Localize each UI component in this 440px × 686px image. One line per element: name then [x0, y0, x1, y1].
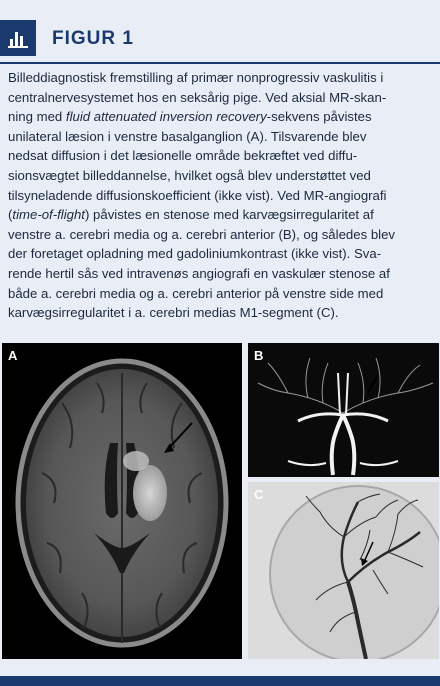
bar-chart-icon	[0, 20, 36, 56]
caption-line: både a. cerebri media og a. cerebri anterior på venstre side med	[8, 285, 384, 301]
mr-angiography-drawing	[248, 343, 439, 477]
caption-line: sionsvægtet billeddannelse, hvilket også blev understøttet ved	[8, 167, 371, 183]
caption-line: karvægsirregularitet i a. cerebri medias M1-segment (C).	[8, 305, 339, 321]
caption-text: -sekvens påvistes	[266, 109, 372, 125]
panel-label-c: C	[254, 487, 264, 502]
figure-header	[0, 0, 440, 62]
caption-italic-term: time-of-flight	[12, 207, 85, 223]
footer-rule	[0, 676, 440, 686]
mr-angiography-image	[248, 343, 439, 477]
caption-line: Billeddiagnostisk fremstilling af primær nonprogressiv vaskulitis i	[8, 70, 384, 85]
caption-line	[8, 205, 434, 225]
caption-line: venstre a. cerebri media og a. cerebri anterior (B), og således blev	[8, 226, 396, 242]
panel-label-a: A	[8, 348, 18, 363]
caption-line	[8, 107, 434, 127]
caption-line: der foretaget opladning med gadoliniumkontrast (ikke vist). Sva-	[8, 246, 382, 262]
angiography-image	[248, 482, 439, 659]
caption-line: nedsat diffusion i det læsionelle område bekræftet ved diffu-	[8, 148, 358, 164]
caption-italic-term: fluid attenuated inversion recovery	[65, 109, 267, 125]
figure-caption	[8, 68, 434, 323]
header-divider	[0, 62, 440, 64]
caption-line: unilateral læsion i venstre basalganglion (A). Tilsvarende blev	[8, 128, 367, 144]
caption-text: (	[8, 207, 13, 223]
mri-axial-image	[2, 343, 242, 659]
caption-text: ) påvistes en stenose med karvægsirregularitet af	[84, 207, 374, 223]
caption-line: tilsyneladende diffusionskoefficient (ikke vist). Ved MR-angiografi	[8, 187, 387, 203]
figure-title: FIGUR 1	[52, 28, 134, 49]
angiography-drawing	[248, 482, 439, 659]
caption-line: rende hertil sås ved intravenøs angiografi en vaskulær stenose af	[8, 265, 390, 281]
caption-text: ning med	[8, 109, 66, 125]
panel-label-b: B	[254, 348, 264, 363]
mri-axial-drawing	[2, 343, 242, 659]
caption-line: centralnervesystemet hos en seksårig pige. Ved aksial MR-skan-	[8, 89, 387, 105]
